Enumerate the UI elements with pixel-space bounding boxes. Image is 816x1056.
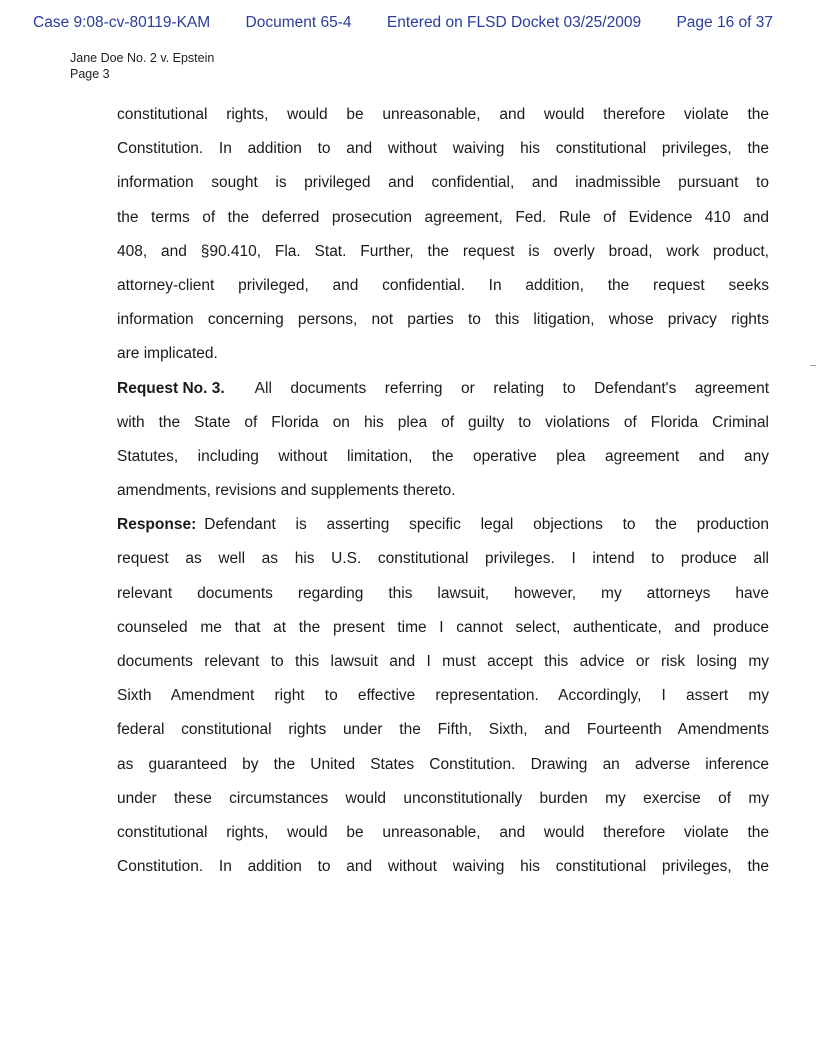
filing-stamp (33, 14, 773, 32)
text-line: under these circumstances would unconstitutionally burden my exercise of my (117, 789, 769, 807)
text-line: constitutional rights, would be unreasonable, and would therefore violate the (117, 106, 769, 123)
caption-page: Page 3 (70, 67, 110, 81)
text-line: information concerning persons, not parties to this litigation, whose privacy rights (117, 311, 769, 329)
text-line: Sixth Amendment right to effective representation. Accordingly, I assert my (117, 687, 769, 705)
request-label: Request No. 3. (117, 379, 225, 397)
document-body (117, 98, 769, 884)
text-line: 408, and §90.410, Fla. Stat. Further, the request is overly broad, work product, (117, 242, 769, 260)
request-line (117, 372, 769, 406)
text-line: federal constitutional rights under the Fifth, Sixth, and Fourteenth Amendments (117, 721, 769, 739)
page-caption (70, 50, 214, 82)
scan-mark (810, 365, 816, 366)
text-line: Statutes, including without limitation, the operative plea agreement and any (117, 447, 769, 465)
text-line: attorney-client privileged, and confidential. In addition, the request seeks (117, 276, 769, 294)
page-count: Page 16 of 37 (676, 14, 773, 31)
text-line: with the State of Florida on his plea of guilty to violations of Florida Criminal (117, 413, 769, 431)
case-number: Case 9:08-cv-80119-KAM (33, 14, 211, 31)
text-line: Constitution. In addition to and without waiving his constitutional privileges, the (117, 140, 769, 158)
document-number: Document 65-4 (245, 14, 352, 31)
text-line: relevant documents regarding this lawsuit, however, my attorneys have (117, 584, 769, 602)
text-line: constitutional rights, would be unreasonable, and would therefore violate the (117, 823, 769, 841)
text-line: the terms of the deferred prosecution agreement, Fed. Rule of Evidence 410 and (117, 208, 769, 226)
text-line: information sought is privileged and confidential, and inadmissible pursuant to (117, 174, 769, 192)
text-line: are implicated. (117, 345, 218, 363)
text-line: request as well as his U.S. constitutional privileges. I intend to produce all (117, 550, 769, 568)
request-text: All documents referring or relating to Defendant's agreement (254, 379, 769, 397)
response-line (117, 508, 769, 542)
text-line: documents relevant to this lawsuit and I must accept this advice or risk losing my (117, 653, 769, 670)
text-line: counseled me that at the present time I cannot select, authenticate, and produce (117, 618, 769, 636)
response-label: Response: (117, 516, 197, 534)
docket-entry: Entered on FLSD Docket 03/25/2009 (386, 14, 642, 31)
text-line: as guaranteed by the United States Constitution. Drawing an adverse inference (117, 755, 769, 773)
response-text: Defendant is asserting specific legal objections to the production (204, 516, 769, 534)
caption-title: Jane Doe No. 2 v. Epstein (70, 51, 215, 65)
text-line: amendments, revisions and supplements thereto. (117, 482, 456, 500)
text-line: Constitution. In addition to and without waiving his constitutional privileges, the (117, 858, 769, 876)
